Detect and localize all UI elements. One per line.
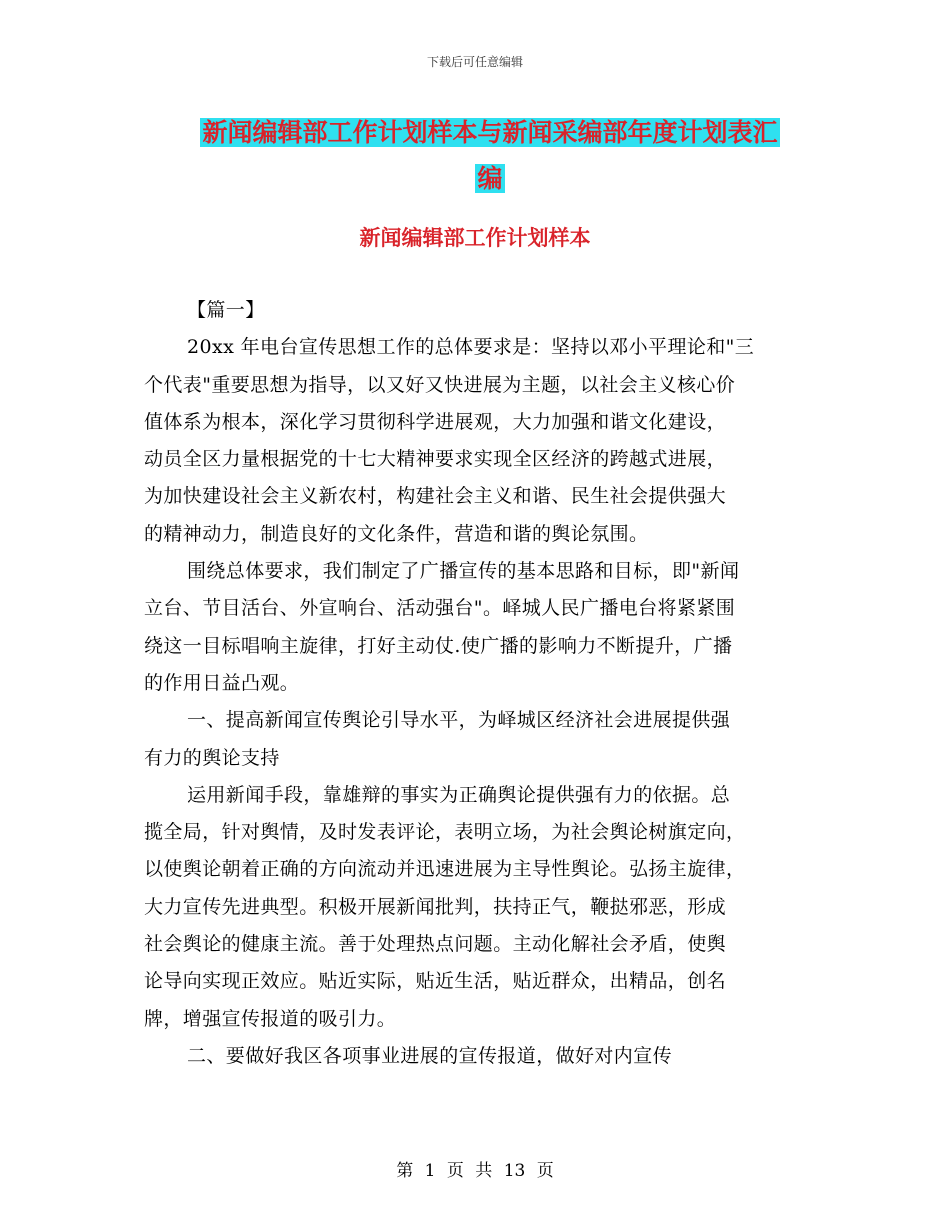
header-note: 下载后可任意编辑 <box>426 55 523 69</box>
section-title: 新闻编辑部工作计划样本 <box>359 226 591 250</box>
text-line: 动员全区力量根据党的十七大精神要求实现全区经济的跨越式进展， <box>144 448 727 471</box>
text-line: 一、提高新闻宣传舆论引导水平，为峄城区经济社会进展提供强 <box>187 709 731 732</box>
document-body <box>144 292 804 1075</box>
text-line: 的作用日益凸观。 <box>144 671 300 694</box>
text-line: 大力宣传先进典型。积极开展新闻批判，扶持正气，鞭挞邪恶，形成 <box>144 895 727 918</box>
text-line: 值体系为根本，深化学习贯彻科学进展观，大力加强和谐文化建设， <box>144 410 727 433</box>
text-line: 揽全局，针对舆情，及时发表评论，表明立场，为社会舆论树旗定向， <box>144 821 746 844</box>
page-footer: 第 1 页 共 13 页 <box>396 1161 554 1181</box>
text-line: 20xx 年电台宣传思想工作的总体要求是：坚持以邓小平理论和"三 <box>187 336 755 359</box>
text-line: 二、要做好我区各项事业进展的宣传报道，做好对内宣传 <box>187 1044 673 1067</box>
text-line: 围绕总体要求，我们制定了广播宣传的基本思路和目标，即"新闻 <box>187 560 740 583</box>
text-line: 立台、节目活台、外宣响台、活动强台"。峄城人民广播电台将紧紧围 <box>144 597 736 620</box>
text-line: 社会舆论的健康主流。善于处理热点问题。主动化解社会矛盾，使舆 <box>144 933 727 956</box>
text-line: 论导向实现正效应。贴近实际，贴近生活，贴近群众，出精品，创名 <box>144 970 727 993</box>
text-line: 以使舆论朝着正确的方向流动并迅速进展为主导性舆论。弘扬主旋律， <box>144 858 746 881</box>
text-line: 牌，增强宣传报道的吸引力。 <box>144 1007 397 1030</box>
text-line: 【篇一】 <box>187 299 265 321</box>
document-title-line2: 编 <box>477 164 503 193</box>
text-line: 个代表"重要思想为指导，以又好又快进展为主题，以社会主义核心价 <box>144 373 736 396</box>
document-title-line1: 新闻编辑部工作计划样本与新闻采编部年度计划表汇 <box>202 118 778 147</box>
text-line: 绕这一目标唱响主旋律，打好主动仗.使广播的影响力不断提升，广播 <box>144 634 733 657</box>
text-line: 有力的舆论支持 <box>144 746 280 769</box>
text-line: 运用新闻手段，靠雄辩的事实为正确舆论提供强有力的依据。总 <box>187 783 731 806</box>
text-line: 的精神动力，制造良好的文化条件，营造和谐的舆论氛围。 <box>144 522 649 545</box>
text-line: 为加快建设社会主义新农村，构建社会主义和谐、民生社会提供强大 <box>144 485 727 508</box>
document-title <box>150 110 830 202</box>
